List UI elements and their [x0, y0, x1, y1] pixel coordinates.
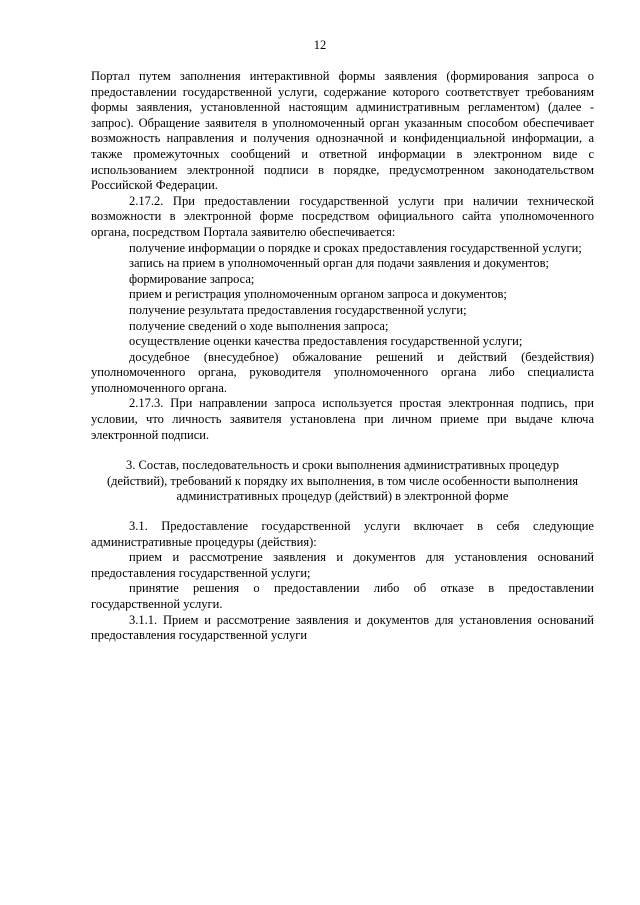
- section-heading: 3. Состав, последовательность и сроки выполнения административных процедур (действий), требований к порядку их выполнения, в том числе особенности выполнения административных процедур (действий) в электронной форме: [106, 458, 579, 504]
- list-item: получение результата предоставления государственной услуги;: [129, 302, 467, 317]
- paragraph: Портал путем заполнения интерактивной формы заявления (формирования запроса о предоставлении государственной услуги, содержание которого соответствует требованиям формы заявления, установленной настоящим административным регламентом) (далее - запрос). Обращение заявителя в уполномоченный орган указанным способом обеспечивает возможность направления и получения однозначной и конфиденциальной информации, а также промежуточных сообщений и ответной информации в электронном виде с использованием электронной подписи в порядке, предусмотренном законодательством Российской Федерации.: [91, 69, 594, 193]
- document-body: [91, 69, 594, 644]
- spacer: [91, 443, 594, 458]
- spacer: [91, 505, 594, 519]
- page-number: 12: [313, 38, 327, 52]
- list-item: получение сведений о ходе выполнения запроса;: [129, 318, 389, 333]
- list-item: досудебное (внесудебное) обжалование решений и действий (бездействия) уполномоченного органа, руководителя уполномоченного органа либо специалиста уполномоченного органа.: [91, 349, 594, 395]
- list-item: получение информации о порядке и сроках предоставления государственной услуги;: [129, 240, 582, 255]
- list-item: формирование запроса;: [129, 271, 255, 286]
- list-item: запись на прием в уполномоченный орган для подачи заявления и документов;: [129, 256, 549, 271]
- paragraph: 3.1.1. Прием и рассмотрение заявления и документов для установления оснований предоставления государственной услуги: [91, 612, 594, 643]
- list-item: прием и регистрация уполномоченным органом запроса и документов;: [129, 287, 507, 302]
- list-item: осуществление оценки качества предоставления государственной услуги;: [129, 334, 523, 349]
- list-item: принятие решения о предоставлении либо об отказе в предоставлении государственной услуги.: [91, 581, 594, 611]
- list-item: прием и рассмотрение заявления и документов для установления оснований предоставления государственной услуги;: [91, 550, 594, 580]
- paragraph: 2.17.2. При предоставлении государственной услуги при наличии технической возможности в электронной форме посредством официального сайта уполномоченного органа, посредством Портала заявителю обеспечивается:: [91, 193, 594, 239]
- paragraph: 3.1. Предоставление государственной услуги включает в себя следующие административные процедуры (действия):: [91, 519, 594, 549]
- paragraph: 2.17.3. При направлении запроса используется простая электронная подпись, при условии, что личность заявителя установлена при личном приеме при выдаче ключа электронной подписи.: [91, 396, 594, 442]
